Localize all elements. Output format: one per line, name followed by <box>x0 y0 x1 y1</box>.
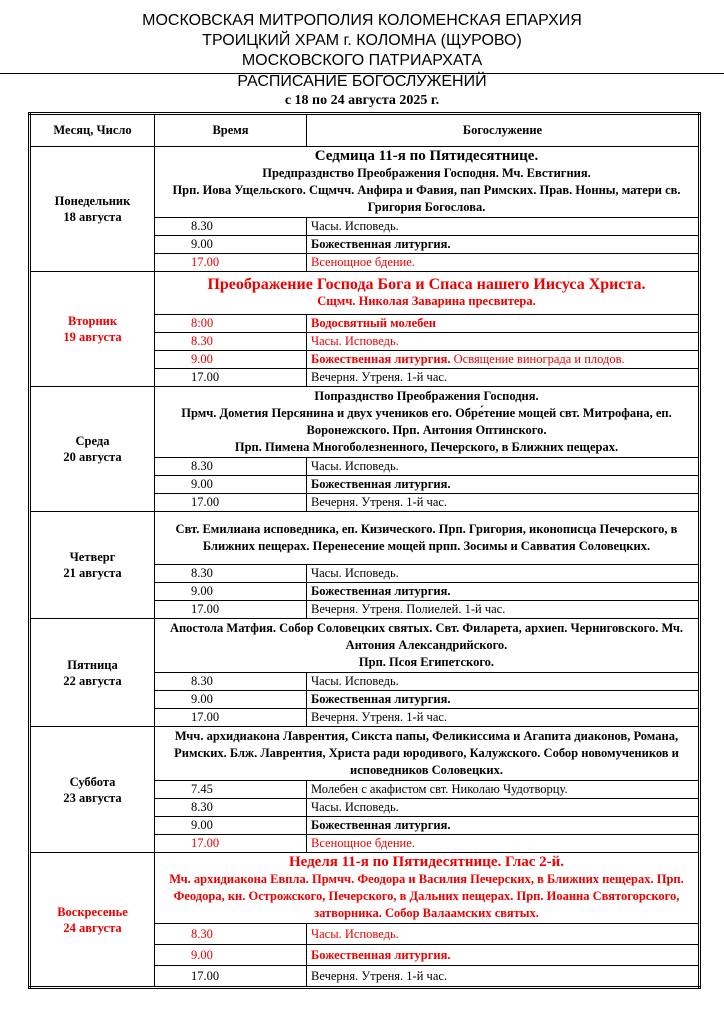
service-cell: Часы. Исповедь. <box>307 333 700 351</box>
service-cell: Водосвятный молебен <box>307 315 700 333</box>
time-cell: 17.00 <box>155 369 307 387</box>
time-cell: 9.00 <box>155 817 307 835</box>
time-cell: 9.00 <box>155 691 307 709</box>
feast-line: Попразднство Преображения Господня. <box>314 389 539 403</box>
feast-line: Неделя 11-я по Пятидесятнице. Глас 2-й. <box>288 854 565 870</box>
col-service-header: Богослужение <box>307 114 700 147</box>
feast-cell <box>155 272 700 315</box>
feast-line: Предпразднство Преображения Господня. Мч. Евстигния. <box>262 166 591 180</box>
feast-line: Свт. Емилиана исповедника, еп. Кизического. Прп. Григория, иконописца Печерского, в Ближних пещерах. Перенесение мощей прпп. Зосимы и Савватия Соловецких. <box>175 522 678 553</box>
service-cell: Молебен с акафистом свт. Николаю Чудотворцу. <box>307 781 700 799</box>
day-cell-saturday <box>30 727 155 853</box>
col-time-header: Время <box>155 114 307 147</box>
day-cell-monday <box>30 147 155 272</box>
day-date: 19 августа <box>63 330 122 344</box>
schedule-table <box>28 112 701 989</box>
feast-line: Апостола Матфия. Собор Соловецких святых. Свт. Филарета, архиеп. Черниговского. Мч. Антония Александрийского. <box>169 621 684 652</box>
feast-cell <box>155 727 700 781</box>
table-row <box>30 727 700 781</box>
feast-line: Преображение Господа Бога и Спаса нашего Иисуса Христа. <box>207 276 646 293</box>
day-name: Суббота <box>69 774 116 789</box>
time-cell: 9.00 <box>155 945 307 966</box>
time-cell: 8:00 <box>155 315 307 333</box>
day-name: Воскресенье <box>57 904 128 919</box>
day-cell-friday <box>30 619 155 727</box>
time-cell: 17.00 <box>155 494 307 512</box>
schedule-title: РАСПИСАНИЕ БОГОСЛУЖЕНИЙ <box>237 73 487 90</box>
service-cell: Часы. Исповедь. <box>307 565 700 583</box>
feast-cell <box>155 147 700 218</box>
service-cell: Всенощное бдение. <box>307 254 700 272</box>
time-cell: 8.30 <box>155 333 307 351</box>
feast-line: Прмч. Дометия Персянина и двух учеников его. Обре́тение мощей свт. Митрофана, еп. Воронежского. Прп. Антония Оптинского. <box>181 406 672 437</box>
day-name: Вторник <box>67 314 118 328</box>
feast-cell <box>155 853 700 924</box>
time-cell: 17.00 <box>155 254 307 272</box>
day-name: Пятница <box>67 657 118 672</box>
feast-line: Мч. архидиакона Евпла. Прмчч. Феодора и Василия Печерских, в Ближних пещерах. Прп. Феодора, кн. Острожского, Печерского, в Дальних пещерах. Прп. Иоанна Святогорского, затворника. Собор Валаамских святых. <box>169 872 684 920</box>
service-note: Освящение винограда и плодов. <box>453 352 625 366</box>
diocese-title: МОСКОВСКАЯ МИТРОПОЛИЯ КОЛОМЕНСКАЯ ЕПАРХИЯ <box>142 12 582 29</box>
day-cell-sunday <box>30 853 155 988</box>
day-name: Четверг <box>69 550 116 564</box>
time-cell: 8.30 <box>155 673 307 691</box>
time-cell: 9.00 <box>155 236 307 254</box>
service-cell: Вечерня. Утреня. 1-й час. <box>307 966 700 988</box>
time-cell: 8.30 <box>155 565 307 583</box>
service-cell: Вечерня. Утреня. 1-й час. <box>307 369 700 387</box>
day-date: 21 августа <box>63 566 122 580</box>
schedule-period: с 18 по 24 августа 2025 г. <box>284 93 440 108</box>
time-cell: 9.00 <box>155 351 307 369</box>
day-date: 23 августа <box>63 790 122 805</box>
feast-cell <box>155 512 700 565</box>
feast-line: Мчч. архидиакона Лаврентия, Сикста папы, Феликиссима и Агапита диаконов, Романа, Римских. Блж. Лаврентия, Христа ради юродивого, Калужского. Собор новомучеников и исповедников Соловецких. <box>174 729 679 777</box>
col-day-header: Месяц, Число <box>30 114 155 147</box>
day-date: 22 августа <box>63 673 122 688</box>
table-row <box>30 272 700 315</box>
time-cell: 7.45 <box>155 781 307 799</box>
day-cell-tuesday <box>30 272 155 387</box>
time-cell: 8.30 <box>155 218 307 236</box>
time-cell: 8.30 <box>155 458 307 476</box>
service-cell: Всенощное бдение. <box>307 835 700 853</box>
service-cell: Божественная литургия. <box>307 236 700 254</box>
feast-line: Седмица 11-я по Пятидесятнице. <box>314 148 539 164</box>
service-cell: Вечерня. Утреня. 1-й час. <box>307 494 700 512</box>
service-cell: Часы. Исповедь. <box>307 218 700 236</box>
table-row <box>30 387 700 458</box>
table-header-row <box>30 114 700 147</box>
feast-line: Прп. Иова Ущельского. Сщмчч. Анфира и Фавия, пап Римских. Прав. Нонны, матери св. Григория Богослова. <box>172 183 681 214</box>
feast-line: Прп. Пимена Многоболезненного, Печерского, в Ближних пещерах. <box>234 440 619 454</box>
table-row <box>30 619 700 673</box>
service-cell: Часы. Исповедь. <box>307 799 700 817</box>
table-row <box>30 853 700 924</box>
feast-cell <box>155 619 700 673</box>
day-cell-wednesday <box>30 387 155 512</box>
service-cell: Часы. Исповедь. <box>307 924 700 945</box>
time-cell: 9.00 <box>155 476 307 494</box>
day-date: 20 августа <box>63 450 122 464</box>
patriarchate-title: МОСКОВСКОГО ПАТРИАРХАТА <box>241 52 483 69</box>
table-row <box>30 512 700 565</box>
service-cell: Часы. Исповедь. <box>307 673 700 691</box>
table-row <box>30 147 700 218</box>
church-title: ТРОИЦКИЙ ХРАМ г. КОЛОМНА (ЩУРОВО) <box>202 32 522 49</box>
service-cell: Божественная литургия. <box>307 945 700 966</box>
service-cell: Часы. Исповедь. <box>307 458 700 476</box>
feast-line: Сщмч. Николая Заварина пресвитера. <box>317 294 536 308</box>
time-cell: 17.00 <box>155 835 307 853</box>
time-cell: 17.00 <box>155 966 307 988</box>
service-cell: Божественная литургия. <box>307 817 700 835</box>
time-cell: 17.00 <box>155 601 307 619</box>
service-cell: Вечерня. Утреня. 1-й час. <box>307 709 700 727</box>
time-cell: 9.00 <box>155 583 307 601</box>
day-date: 18 августа <box>63 210 122 224</box>
service-cell: Вечерня. Утреня. Полиелей. 1-й час. <box>307 601 700 619</box>
day-cell-thursday <box>30 512 155 619</box>
day-name: Среда <box>75 434 110 448</box>
service-cell <box>307 351 700 369</box>
service-cell: Божественная литургия. <box>307 583 700 601</box>
time-cell: 8.30 <box>155 924 307 945</box>
service-main: Божественная литургия. <box>311 352 451 366</box>
feast-cell <box>155 387 700 458</box>
day-name: Понедельник <box>54 194 131 208</box>
time-cell: 17.00 <box>155 709 307 727</box>
service-cell: Божественная литургия. <box>307 476 700 494</box>
feast-line: Прп. Псоя Египетского. <box>358 655 495 669</box>
service-cell: Божественная литургия. <box>307 691 700 709</box>
day-date: 24 августа <box>63 920 122 935</box>
time-cell: 8.30 <box>155 799 307 817</box>
